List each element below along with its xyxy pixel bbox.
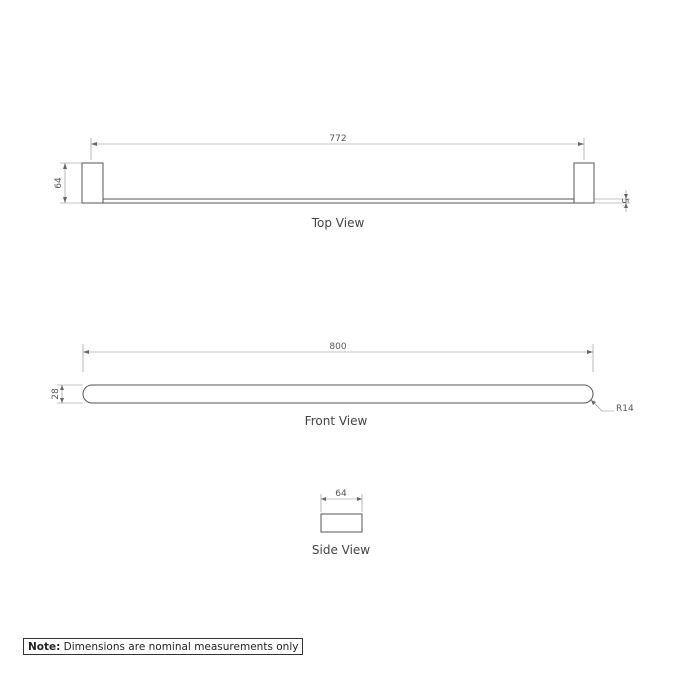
top-dim-depth-arrow-top (63, 163, 67, 169)
front-dim-length-text: 800 (329, 342, 347, 352)
front-dim-arrow-right (587, 350, 593, 354)
top-view (54, 134, 630, 230)
top-dim-arrow-right (578, 142, 584, 146)
front-view (51, 342, 634, 428)
front-view-label: Front View (304, 414, 368, 428)
top-dim-arrow-left (91, 142, 97, 146)
top-dim-depth-text: 64 (54, 177, 64, 189)
side-dim-arrow-left (321, 497, 326, 501)
side-dim-width-text: 64 (335, 489, 347, 499)
top-left-mount (82, 163, 103, 203)
side-dim-arrow-right (357, 497, 362, 501)
side-view-label: Side View (311, 543, 371, 557)
note-prefix: Note: (28, 641, 61, 653)
top-dim-depth-arrow-bottom (63, 197, 67, 203)
top-dim-width-text: 772 (329, 134, 347, 144)
top-view-label: Top View (311, 216, 365, 230)
side-view (312, 489, 370, 557)
front-bar-outline (83, 385, 593, 403)
front-dim-height-text: 28 (51, 388, 61, 400)
top-right-mount (574, 163, 594, 203)
front-dim-arrow-left (83, 350, 89, 354)
side-profile-outline (321, 514, 362, 532)
top-dim-thickness-text: 5 (619, 198, 629, 204)
front-dim-radius-text: R14 (616, 404, 634, 414)
note-box (23, 638, 303, 655)
note-text: Dimensions are nominal measurements only (60, 641, 299, 653)
